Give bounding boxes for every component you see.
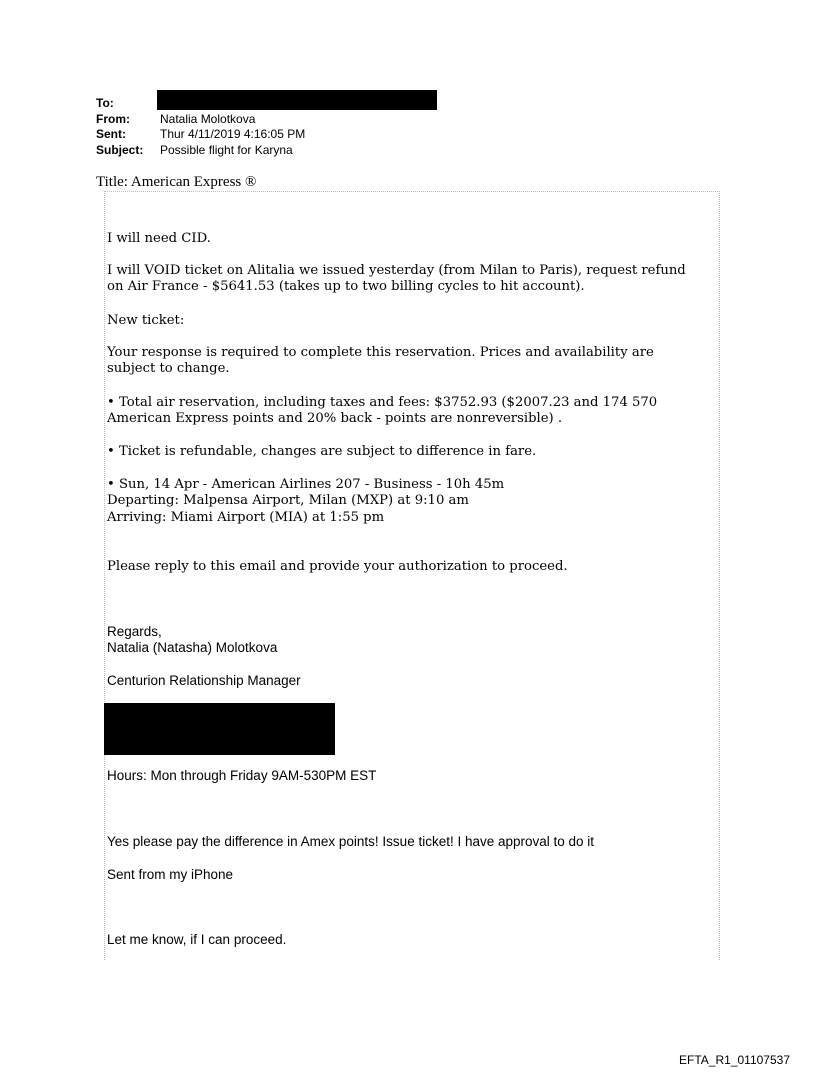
body-arriving: Arriving: Miami Airport (MIA) at 1:55 pm [107, 510, 385, 525]
reply-proceed: Let me know, if I can proceed. [107, 932, 287, 947]
body-new-ticket: New ticket: [107, 313, 185, 328]
body-total-line-2: American Express points and 20% back - points are nonreversible) . [107, 411, 563, 426]
body-refundable: • Ticket is refundable, changes are subject to difference in fare. [107, 444, 537, 459]
subject-label: Subject: [96, 142, 144, 157]
signature-name: Natalia (Natasha) Molotkova [107, 640, 278, 655]
body-total-line-1: • Total air reservation, including taxes and fees: $3752.93 ($2007.23 and 174 570 [107, 395, 658, 410]
redaction-bar-recipient [157, 90, 437, 110]
body-flight-line: • Sun, 14 Apr - American Airlines 207 - Business - 10h 45m [107, 477, 505, 492]
reply-approval: Yes please pay the difference in Amex points! Issue ticket! I have approval to do it [107, 834, 595, 849]
to-label: To: [96, 96, 114, 110]
body-response-line-1: Your response is required to complete this reservation. Prices and availability are [107, 345, 654, 360]
from-value: Natalia Molotkova [160, 111, 256, 126]
from-row [96, 112, 305, 128]
document-id: EFTA_R1_01107537 [679, 1053, 790, 1067]
body-void-line-2: on Air France - $5641.53 (takes up to two billing cycles to hit account). [107, 279, 585, 294]
sent-value: Thur 4/11/2019 4:16:05 PM [160, 127, 306, 141]
body-void-line-1: I will VOID ticket on Alitalia we issued yesterday (from Milan to Paris), request refund [107, 263, 686, 278]
body-response-line-2: subject to change. [107, 361, 230, 376]
subject-row [96, 143, 305, 159]
signature-role: Centurion Relationship Manager [107, 673, 301, 688]
body-authorization: Please reply to this email and provide your authorization to proceed. [107, 559, 568, 574]
signature-hours: Hours: Mon through Friday 9AM-530PM EST [107, 768, 377, 783]
body-cid-line: I will need CID. [107, 231, 211, 246]
body-departing: Departing: Malpensa Airport, Milan (MXP) at 9:10 am [107, 493, 469, 508]
reply-sent-from: Sent from my iPhone [107, 867, 234, 882]
signature-regards: Regards, [107, 624, 162, 639]
sent-label: Sent: [96, 127, 126, 141]
from-label: From: [96, 111, 130, 126]
document-title: Title: American Express ® [96, 174, 257, 190]
sent-row [96, 127, 305, 143]
redaction-bar-contact [104, 703, 335, 755]
subject-value: Possible flight for Karyna [160, 142, 293, 157]
